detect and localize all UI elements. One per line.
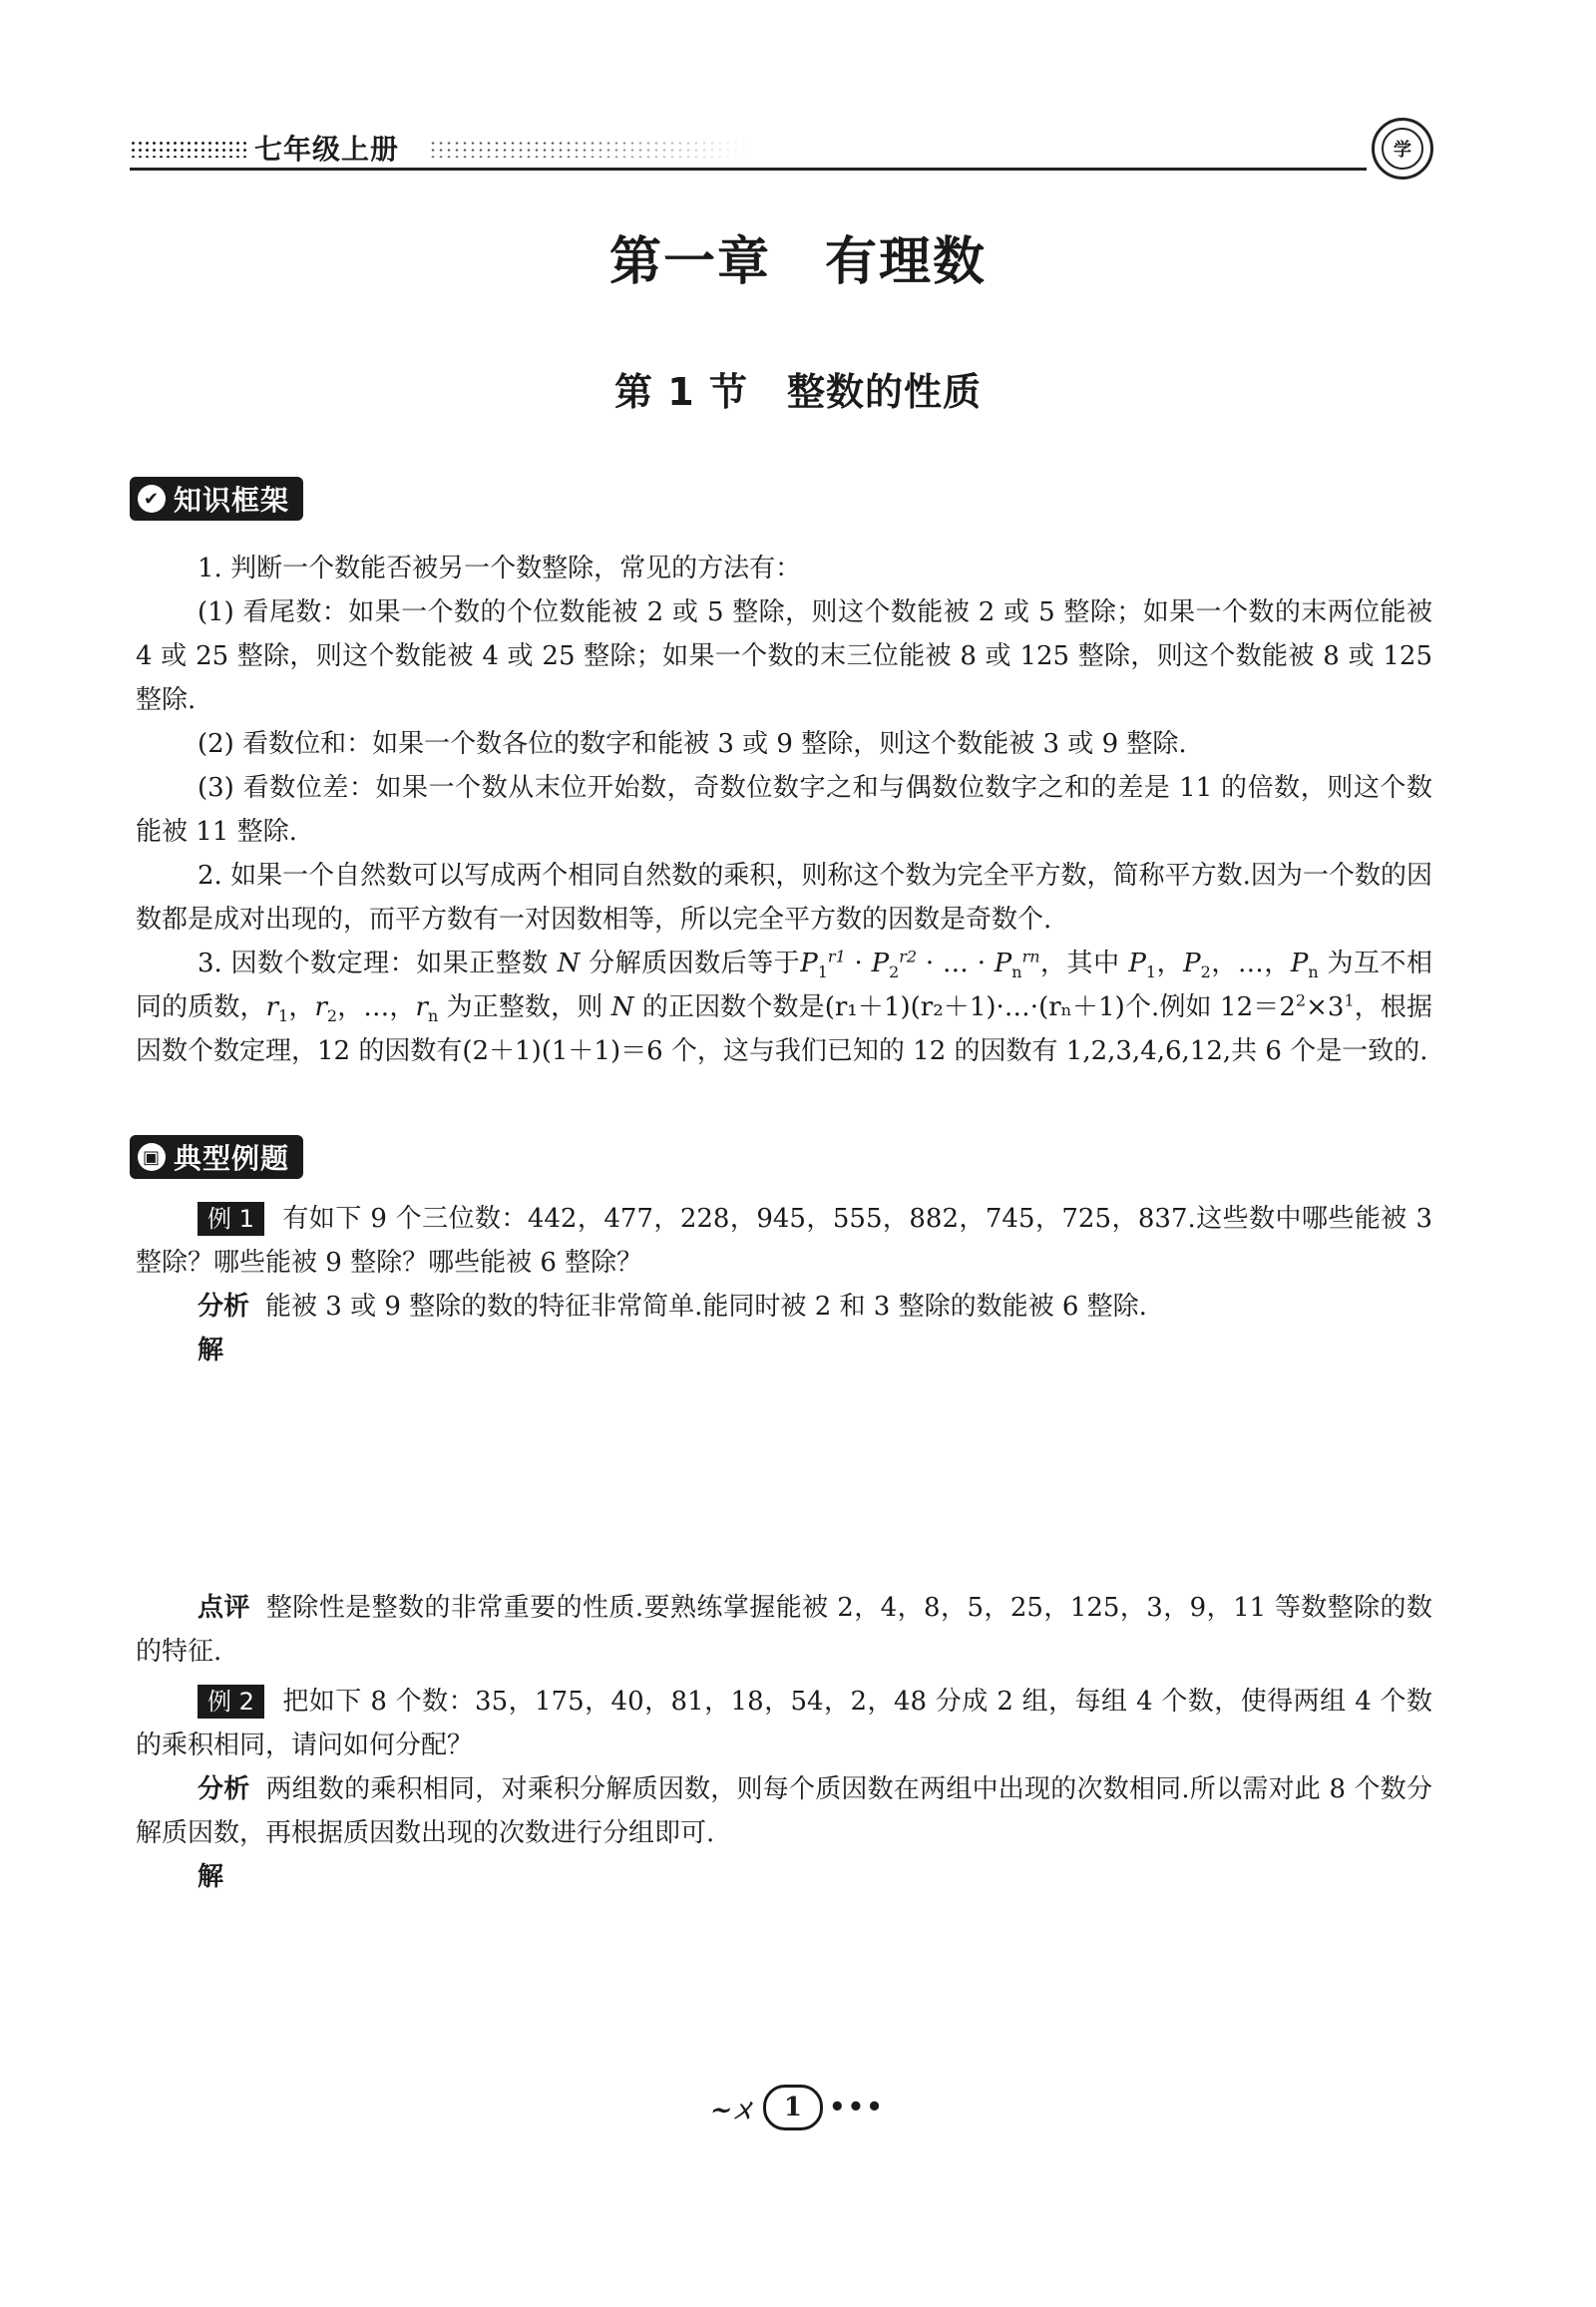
example-2-solution: 解 (198, 1862, 224, 1892)
knowledge-p4: (3) 看数位差：如果一个数从末位开始数，奇数位数字之和与偶数位数字之和的差是 11 的倍数，则这个数能被 11 整除. (136, 773, 1432, 847)
knowledge-p3: (2) 看数位和：如果一个数各位的数字和能被 3 或 9 整除，则这个数能被 3 或 9 整除. (198, 729, 1187, 759)
knowledge-p5: 2. 如果一个自然数可以写成两个相同自然数的乘积，则称这个数为完全平方数，简称平方数.因为一个数的因数都是成对出现的，而平方数有一对因数相等，所以完全平方数的因数是奇数个. (136, 861, 1432, 935)
example-1-question: 例 1 有如下 9 个三位数：442，477，228，945，555，882，745，725，837.这些数中哪些能被 3 整除？哪些能被 9 整除？哪些能被 6 整除？ (136, 1204, 1432, 1278)
runner-icon: ~ㄨ (706, 2095, 763, 2125)
page-footer (0, 2083, 1596, 2132)
example-2-question: 例 2 把如下 8 个数：35，175，40，81，18，54，2，48 分成 2 组，每组 4 个数，使得两组 4 个数的乘积相同，请问如何分配？ (136, 1687, 1432, 1760)
example-2-label: 例 2 (198, 1685, 264, 1719)
section-title: 第 1 节 整数的性质 (614, 370, 982, 414)
document-icon: ▣ (138, 1143, 166, 1171)
footer-dots: ••• (828, 2093, 885, 2122)
badge-label: 知识框架 (174, 484, 290, 517)
emblem-icon (1372, 118, 1433, 180)
example-1-comment-and-example-2 (136, 1586, 1432, 1899)
emblem-glyph: 学 (1382, 128, 1423, 170)
grade-label: 七年级上册 (254, 133, 400, 166)
header-dot-pattern-right (429, 140, 748, 158)
knowledge-p1: 1. 判断一个数能否被另一个数整除，常见的方法有： (198, 554, 802, 583)
knowledge-text (136, 547, 1432, 1073)
check-icon: ✔ (138, 485, 166, 513)
example-2-analysis: 分析 两组数的乘积相同，对乘积分解质因数，则每个质因数在两组中出现的次数相同.所以需对此 8 个数分解质因数，再根据质因数出现的次数进行分组即可. (136, 1774, 1432, 1848)
example-1-label: 例 1 (198, 1202, 264, 1236)
header-dot-pattern-left (130, 140, 249, 158)
example-1-solution: 解 (198, 1336, 224, 1365)
example-1 (136, 1197, 1432, 1372)
example-1-comment: 点评 整除性是整数的非常重要的性质.要熟练掌握能被 2，4，8，5，25，125，3，9，11 等数整除的数的特征. (136, 1593, 1432, 1667)
page-number: 1 (763, 2085, 823, 2130)
knowledge-p6: 3. 因数个数定理：如果正整数 N 分解质因数后等于$P_1^{r1} \cdot P_2^{r2}$ · … · $P_n^{rn}$，其中 $P_1$，$P_2$，…，$P_n$ 为互不相同的质数，$r_1$，$r_2$，…，$r_n$ 为正整数，则 N 的正因数个数是(r₁＋1)(r₂＋1)·…·(rₙ＋1)个.例如 $12=2^2\times 3^1$，根据因数个数定理，12 的因数有(2＋1)(1＋1)＝6 个，这与我们已知的 12 的因数有 1,2,3,4,6,12,共 6 个是一致的. (136, 947, 1433, 1066)
typical-examples-badge (130, 1135, 303, 1179)
knowledge-framework-badge (130, 477, 303, 521)
page-header (130, 118, 1446, 178)
chapter-title: 第一章 有理数 (608, 232, 987, 292)
knowledge-p2: (1) 看尾数：如果一个数的个位数能被 2 或 5 整除，则这个数能被 2 或 5 整除；如果一个数的末两位能被 4 或 25 整除，则这个数能被 4 或 25 整除；如果一个数的末三位能被 8 或 125 整除，则这个数能被 8 或 125 整除. (136, 597, 1432, 715)
badge-label: 典型例题 (174, 1142, 290, 1175)
header-rule (130, 168, 1367, 171)
example-1-analysis: 分析 能被 3 或 9 整除的数的特征非常简单.能同时被 2 和 3 整除的数能被 6 整除. (198, 1292, 1147, 1322)
